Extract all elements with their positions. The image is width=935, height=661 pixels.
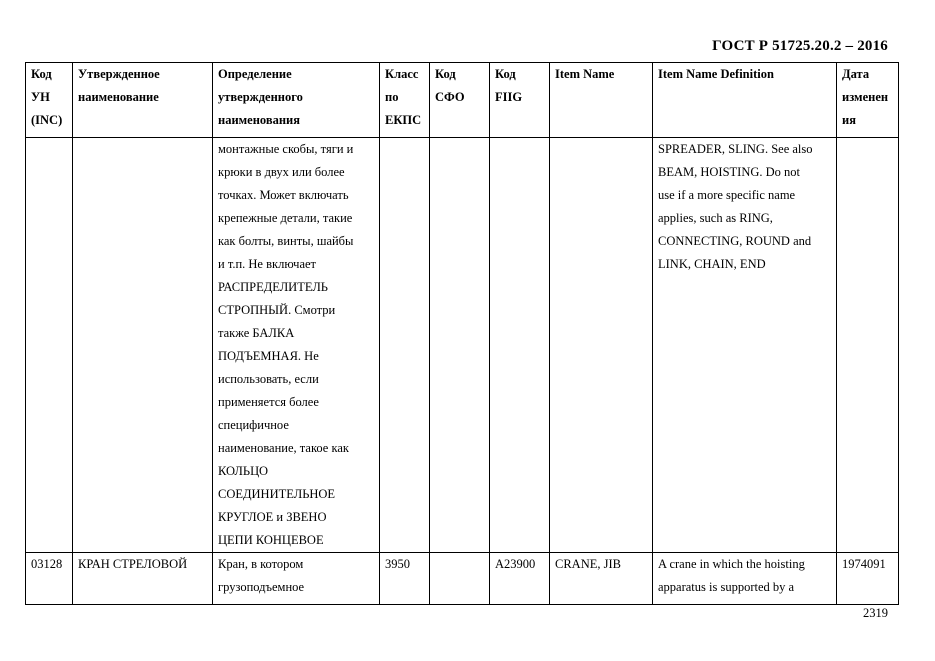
cell-date: 1974091 [837, 553, 899, 605]
table-row [26, 138, 899, 553]
cell-definition: Кран, в котором грузоподъемное [213, 553, 380, 605]
col-header-inc: Код УН (INC) [26, 63, 73, 138]
cell-item-def: A crane in which the hoisting apparatus is supported by a [653, 553, 837, 605]
cell-item-name: CRANE, JIB [550, 553, 653, 605]
cell-item-def: SPREADER, SLING. See also BEAM, HOISTING. Do not use if a more specific name applies, such as RING, CONNECTING, ROUND and LINK, CHAIN, END [653, 138, 837, 553]
cell-date [837, 138, 899, 553]
cell-definition: монтажные скобы, тяги и крюки в двух или более точках. Может включать крепежные детали, такие как болты, винты, шайбы и т.п. Не включает РАСПРЕДЕЛИТЕЛЬ СТРОПНЫЙ. Смотри также БАЛКА ПОДЪЕМНАЯ. Не использовать, если применяется более специфичное наименование, такое как КОЛЬЦО СОЕДИНИТЕЛЬНОЕ КРУГЛОЕ и ЗВЕНО ЦЕПИ КОНЦЕВОЕ [213, 138, 380, 553]
data-table [25, 62, 899, 605]
cell-inc [26, 138, 73, 553]
cell-item-name [550, 138, 653, 553]
cell-name: КРАН СТРЕЛОВОЙ [73, 553, 213, 605]
cell-name [73, 138, 213, 553]
cell-inc: 03128 [26, 553, 73, 605]
col-header-ekps: Класс по ЕКПС [380, 63, 430, 138]
col-header-item-def: Item Name Definition [653, 63, 837, 138]
table-row [26, 553, 899, 605]
cell-sfo [430, 138, 490, 553]
col-header-sfo: Код СФО [430, 63, 490, 138]
col-header-fiig: Код FIIG [490, 63, 550, 138]
cell-fiig [490, 138, 550, 553]
header-row [26, 63, 899, 138]
cell-ekps [380, 138, 430, 553]
cell-fiig: A23900 [490, 553, 550, 605]
col-header-date: Дата изменен ия [837, 63, 899, 138]
col-header-item-name: Item Name [550, 63, 653, 138]
col-header-name: Утвержденное наименование [73, 63, 213, 138]
col-header-definition: Определение утвержденного наименования [213, 63, 380, 138]
cell-ekps: 3950 [380, 553, 430, 605]
standard-title: ГОСТ Р 51725.20.2 – 2016 [712, 38, 888, 54]
page-number: 2319 [863, 606, 888, 620]
cell-sfo [430, 553, 490, 605]
